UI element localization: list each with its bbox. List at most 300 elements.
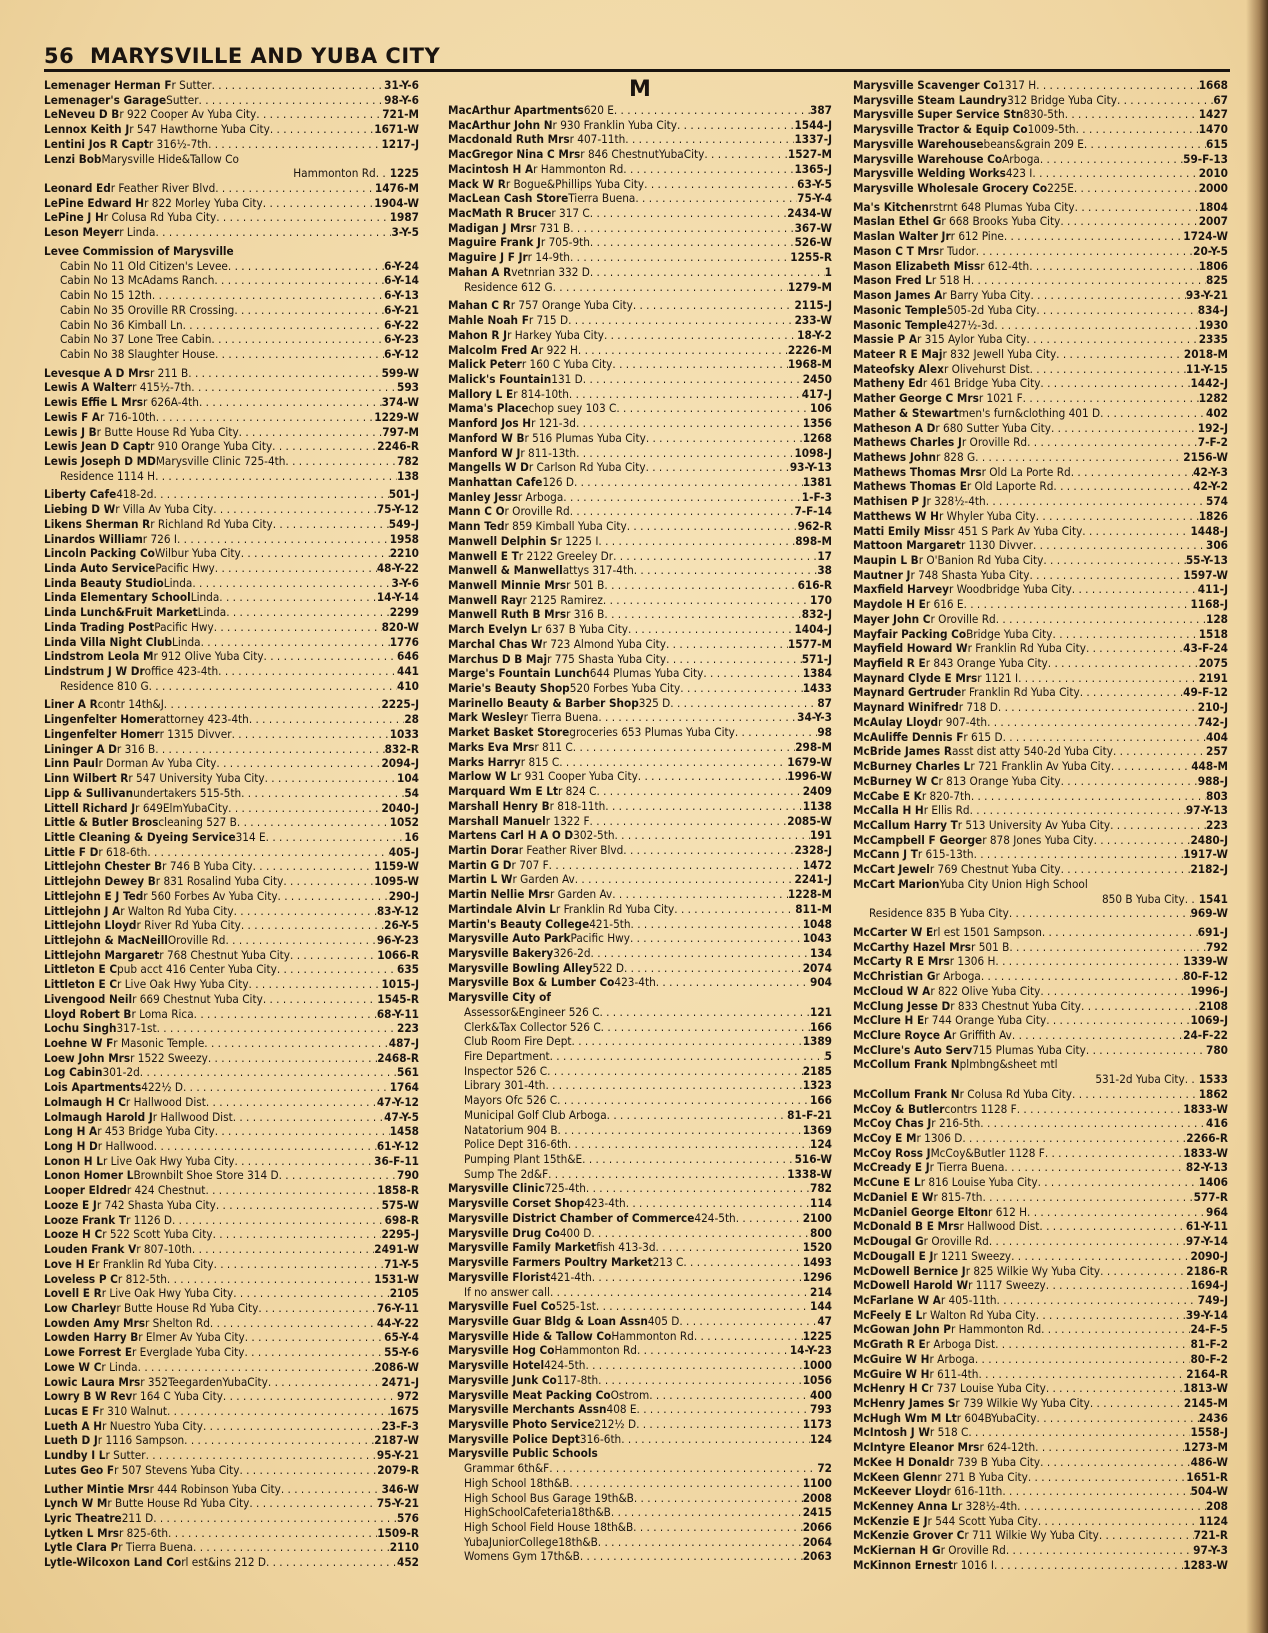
entry-name: Mangells W D [448,460,529,475]
dot-leader [968,1425,1190,1440]
entry-phone-number: 2186-R [1186,1263,1228,1278]
dot-leader [545,1078,802,1093]
entry-phone-number: 2110 [389,1540,419,1555]
entry-address: r 1306 H [949,954,996,969]
entry-address: beans&grain 209 E [983,136,1084,151]
entry-phone-number: 104 [397,771,419,786]
dot-leader [138,1360,375,1375]
entry-name: Liner A R [44,697,98,712]
directory-entry [853,1205,1228,1220]
directory-entry [44,487,419,502]
entry-name: Mayfield R E [853,656,926,671]
entry-address: r 912 Olive Yuba City [153,649,264,664]
dot-leader [1009,906,1191,921]
entry-name: Leson Meyer [44,225,120,240]
directory-entry [44,210,419,225]
directory-entry [44,815,419,830]
entry-phone-number: 1458 [389,1124,419,1139]
entry-phone-number: 1100 [802,1475,832,1490]
entry-address: 1009-5th [1027,122,1076,137]
entry-address: r 1121 I [977,670,1019,685]
entry-phone-number: 2156-W [1183,449,1228,464]
dot-leader [986,494,1206,509]
entry-name: Martin Nellie Mrs [448,887,550,902]
directory-entry [448,563,832,578]
entry-address: r 739 Wilkie Wy Yuba City [955,1395,1090,1410]
entry-name: Pumping Plant 15th&E [464,1152,583,1167]
entry-address: r 680 Sutter Yuba City [935,420,1051,435]
entry-phone-number: 47-Y-5 [384,1109,419,1124]
directory-entry [448,387,832,402]
dot-leader [1038,1514,1199,1529]
entry-name: Looze E J [44,1197,97,1212]
entry-phone-number: 800 [810,1225,832,1240]
entry-address: r 828 G [935,449,976,464]
dot-leader [631,917,803,932]
entry-phone-number: 80-F-12 [1183,969,1228,984]
directory-entry [44,1257,419,1272]
entry-address: r 739 B Yuba City [949,1454,1041,1469]
entry-phone-number: 233-W [794,313,832,328]
entry-address: groceries 653 Plumas Yuba City [569,725,735,740]
entry-address: r 516 Plumas Yuba City [524,430,646,445]
dot-leader [644,177,797,192]
entry-name: Low Charley [44,1300,117,1315]
entry-address: r 461 Bridge Yuba City [922,376,1041,391]
entry-name: Lewis Joseph D MD [44,453,156,468]
entry-name: Marysville District Chamber of Commerce [448,1210,695,1225]
entry-address: vetnrian 332 D [511,264,590,279]
dot-leader [1074,181,1199,196]
entry-name: Linda Trading Post [44,619,155,634]
dot-leader [582,1152,794,1167]
entry-name: Manwell Minnie Mrs [448,578,567,592]
directory-entry [853,406,1228,421]
dot-leader [1037,1411,1199,1426]
directory-entry [44,1540,419,1555]
directory-entry [853,1028,1228,1043]
entry-name: Lois Apartments [44,1080,142,1095]
dot-leader [598,710,797,725]
dot-leader [1011,1249,1190,1264]
directory-entry [853,1455,1228,1470]
entry-phone-number: 128 [1206,611,1228,626]
entry-phone-number: 36-F-11 [374,1153,419,1168]
dot-leader [568,1137,810,1152]
entry-name: Lipp & Sullivan [44,785,134,800]
entry-address: Pacific Hwy [155,561,215,575]
entry-address: rl est&ins 212 D [181,1555,266,1570]
entry-phone-number: 20-Y-5 [1193,243,1228,258]
entry-name: Lonon H L [44,1153,103,1168]
entry-address: r 216-5th [931,1116,981,1131]
entry-phone-number: 97-Y-13 [1185,803,1228,818]
entry-address: 850 B Yuba City [1101,891,1185,906]
entry-phone-number: 820-W [381,619,419,634]
entry-phone-number: 1381 [802,474,832,489]
dot-leader [613,549,817,564]
entry-phone-number: 1527-M [787,147,832,162]
entry-address: r 310 Walnut [99,1403,167,1418]
directory-entry [448,549,832,564]
entry-phone-number: 18-Y-2 [797,327,832,342]
dot-leader [1117,93,1213,108]
dot-leader [1036,509,1199,524]
entry-name: Manwell Ruth B Mrs [448,607,567,622]
entry-name: Maynard Gertrude [853,685,962,700]
dot-leader [266,830,405,845]
entry-address: r Olivehurst Dist [943,361,1030,376]
dot-leader [596,784,802,799]
dot-leader [998,700,1198,715]
dot-leader [1100,406,1206,421]
entry-phone-number: 825 [1206,273,1228,288]
entry-phone-number: 2000 [1198,181,1228,196]
directory-entry [853,107,1228,122]
entry-address: r Old Laporte Rd [966,479,1054,494]
entry-phone-number: 832-R [384,741,419,756]
entry-name: Marysville Super Service Stn [853,107,1024,122]
entry-name: Lueth D J [44,1433,98,1448]
entry-name: Long H D [44,1139,98,1154]
directory-entry [44,786,419,801]
entry-address: r 616 E [925,597,964,612]
directory-entry [448,372,832,387]
entry-address: r 746 B Yuba City [162,859,253,874]
entry-name: Mason Elizabeth Miss [853,258,981,273]
entry-phone-number: 2328-J [794,842,832,857]
entry-address: r 1021 F [978,391,1023,406]
entry-address: office 423-4th [144,664,219,679]
entry-name: Marge's Fountain Lunch [448,666,590,681]
entry-phone-number: 792 [1206,939,1228,954]
entry-address: r 812-5th [117,1271,167,1286]
entry-name: Mayfield Howard W [853,641,968,656]
entry-address: r Walton Rd Yuba City [922,1307,1036,1322]
entry-phone-number: 616-R [797,578,832,592]
dot-leader [153,1511,397,1526]
entry-name: Mama's Place [448,401,529,416]
dot-leader [630,931,803,946]
directory-sub-entry [44,259,419,274]
directory-entry [44,1168,419,1183]
directory-entry [44,1198,419,1213]
entry-address: chop suey 103 C [528,401,617,416]
directory-entry [44,1433,419,1448]
directory-entry [448,740,832,755]
entry-phone-number: 2040-J [381,800,419,815]
entry-phone-number: 7-F-14 [794,504,832,519]
directory-entry [44,225,419,240]
entry-name: Littlejohn Dewey B [44,874,156,889]
entry-name: McBurney W C [853,773,939,788]
entry-phone-number: 61-Y-11 [1185,1219,1228,1234]
entry-name: Residence 810 G [60,678,149,693]
entry-phone-number: 68-Y-11 [376,1006,419,1021]
entry-phone-number: 93-Y-13 [789,460,832,475]
directory-column-3 [853,78,1228,1573]
entry-name: Likens Sherman R [44,516,151,531]
entry-phone-number: 2100 [802,1210,832,1225]
dot-leader [569,387,802,402]
entry-address: r 513 University Av Yuba City [957,817,1111,832]
directory-entry [853,597,1228,612]
directory-entry [853,1043,1228,1058]
entry-name: McCabe E K [853,788,922,803]
entry-phone-number: 2468-R [377,1050,419,1065]
entry-phone-number: 1545-R [377,991,419,1006]
entry-name: Marysville Wholesale Grocery Co [853,181,1048,196]
entry-name: McCollum Frank N [853,1086,960,1101]
entry-address: r 668 Brooks Yuba City [941,214,1061,229]
dot-leader [614,103,810,118]
entry-phone-number: 63-Y-5 [797,176,832,191]
entry-phone-number: 2450 [802,371,832,386]
dot-leader [1018,671,1199,686]
directory-entry [448,1358,832,1373]
directory-sub-entry [44,679,419,694]
entry-phone-number: 166 [810,1093,832,1108]
entry-phone-number: 1229-W [374,409,419,424]
dot-leader [604,578,797,593]
entry-address: r 846 ChestnutYubaCity [580,147,705,162]
directory-entry [853,774,1228,789]
entry-name: Mack W R [448,176,506,191]
dot-leader [1051,421,1198,436]
entry-phone-number: 1470 [1198,122,1228,137]
entry-name: McCann J T [853,847,918,862]
entry-name: Marinello Beauty & Barber Shop [448,695,639,710]
entry-phone-number: 782 [397,453,419,468]
directory-sub-entry [448,1064,832,1079]
entry-address: fish 413-3d [596,1240,656,1255]
directory-entry [853,1146,1228,1161]
entry-phone-number: 448-M [1191,759,1228,774]
entry-address: r 560 Forbes Av Yuba City [143,888,278,903]
entry-phone-number: 2066 [802,1520,832,1534]
dot-leader [694,1329,803,1344]
entry-address: r 1016 I [953,1557,994,1572]
dot-leader [1004,229,1183,244]
dot-leader [616,401,810,416]
entry-name: Lowden Amy Mrs [44,1315,145,1330]
dot-leader [666,652,802,667]
entry-address: 531-2d Yuba City [1095,1072,1185,1087]
entry-phone-number: 31-Y-6 [384,78,419,92]
directory-entry [853,1013,1228,1028]
entry-phone-number: 65-Y-4 [384,1330,419,1345]
directory-entry [853,1102,1228,1117]
entry-address: r 547 University Yuba City [128,771,265,786]
dot-leader [213,1227,382,1242]
dot-leader [590,814,788,829]
entry-phone-number: 2079-R [377,1462,419,1477]
entry-phone-number: 49-F-12 [1183,685,1228,700]
directory-entry [853,273,1228,288]
dot-leader [656,1240,803,1255]
dot-leader [244,1345,384,1360]
dot-leader [553,280,788,295]
entry-address: r 616-11th [946,1484,1003,1499]
entry-phone-number: 1858-R [377,1183,419,1198]
dot-leader [574,475,803,490]
directory-entry [44,561,419,576]
entry-address: r Linda [119,225,156,240]
dot-leader [277,962,397,977]
entry-address: r Nuestro Yuba City [102,1418,203,1433]
entry-address: r 744 Orange Yuba City [924,1013,1047,1028]
directory-entry [44,830,419,845]
directory-entry [44,918,419,933]
directory-sub-entry [44,273,419,288]
entry-phone-number: 2018-M [1183,346,1228,361]
header-rule [44,69,1230,72]
entry-phone-number: 214 [810,1284,832,1299]
dot-leader [1030,362,1186,377]
directory-entry [853,759,1228,774]
dot-leader [285,454,397,469]
entry-address: r Everglade Yuba City [132,1345,245,1360]
entry-address: 424-5th [694,1210,736,1225]
dot-leader [605,799,802,814]
dot-leader [971,789,1206,804]
entry-name: Lytken L Mrs [44,1525,120,1540]
dot-leader [263,196,375,211]
entry-name: Mateer R E Maj [853,346,943,361]
entry-phone-number: 1043 [802,931,832,946]
entry-name: McAuliffe Dennis F [853,729,964,744]
entry-name: Lloyd Robert B [44,1006,132,1021]
entry-phone-number: 6-Y-21 [384,302,419,317]
entry-phone-number: 832-J [801,607,832,622]
entry-name: Marysville Public Schools [448,1446,598,1461]
entry-phone-number: 1124 [1198,1513,1228,1528]
entry-phone-number: 1541 [1198,891,1228,906]
entry-name: Malick Peter [448,357,522,372]
entry-name: Assessor&Engineer 526 C [464,1004,600,1019]
directory-entry [853,288,1228,303]
entry-name: Fire Department [464,1049,550,1063]
entry-address: r 737 Louise Yuba City [929,1381,1046,1396]
directory-entry [448,1240,832,1255]
entry-address: r 316½-7th [148,136,209,151]
directory-sub-entry [448,1005,832,1020]
entry-address: 424-5th [544,1358,586,1373]
dot-leader [1041,1322,1190,1337]
dot-leader [177,532,390,547]
entry-address: r 615-13th [917,847,974,862]
entry-name: Maguire J F Jr [448,250,528,265]
entry-name: Marchus D B Maj [448,651,548,666]
entry-address: Linda [197,605,227,620]
directory-entry [448,961,832,976]
entry-phone-number: 2182-J [1190,862,1228,877]
entry-address: 326-2d [553,945,591,960]
directory-entry [44,439,419,454]
directory-entry [44,410,419,425]
directory-entry [853,1528,1228,1543]
dot-leader [583,372,803,387]
directory-sub-entry [448,1049,832,1064]
dot-leader [592,1270,803,1285]
dot-leader [1017,1499,1206,1514]
entry-address: r Richland Rd Yuba City [150,516,273,531]
entry-address: r Oroville Rd [504,504,570,519]
directory-entry [448,578,832,593]
entry-name: Marysville Steam Laundry [853,92,1008,107]
entry-address: r 768 Chestnut Yuba City [159,947,291,962]
directory-entry [448,666,832,681]
directory-entry [44,1345,419,1360]
entry-phone-number: 24-F-22 [1183,1028,1228,1042]
entry-phone-number: 367-W [794,220,832,235]
entry-name: Marysville Meat Packing Co [448,1387,611,1402]
directory-entry [448,1388,832,1403]
entry-phone-number: 1168-J [1190,597,1228,612]
directory-entry [44,977,419,992]
entry-name: McCready E J [853,1160,930,1175]
entry-phone-number: 34-Y-3 [797,710,832,725]
entry-phone-number: 2185 [802,1063,832,1078]
entry-address: r 731 B [531,220,571,235]
dot-leader [241,918,384,933]
entry-name: Marysville Family Market [448,1240,597,1255]
directory-entry [853,1249,1228,1264]
directory-entry [853,200,1228,215]
entry-phone-number: 1724-W [1183,229,1228,244]
entry-name: Marysville Warehouse [853,136,984,151]
dot-leader [576,416,803,431]
entry-name: Lewis A Walter [44,380,133,395]
directory-entry [853,925,1228,940]
entry-address: 131 D [551,371,583,386]
entry-phone-number: 1138 [802,798,832,813]
dot-leader [1027,435,1198,450]
directory-entry [853,1470,1228,1485]
directory-entry [448,1299,832,1314]
entry-name: Mayfair Packing Co [853,626,967,641]
entry-name: Levesque A D Mrs [44,365,150,380]
entry-phone-number: 2007 [1198,214,1228,229]
directory-entry [853,1396,1228,1411]
entry-address: Tierra Buena [568,191,636,206]
dot-leader [140,1065,397,1080]
directory-entry [448,475,832,490]
directory-entry [44,395,419,410]
entry-name: Maguire Frank J [448,235,541,250]
dot-leader [628,622,794,637]
entry-phone-number: 417-J [801,386,832,401]
entry-phone-number: 114 [810,1196,832,1211]
dot-leader [265,771,397,786]
entry-phone-number: 75-Y-21 [376,1496,419,1511]
section-letter: M [629,77,651,102]
directory-entry [448,490,832,505]
dot-leader [155,742,384,757]
entry-name: Marysville Hide & Tallow Co [448,1328,612,1343]
entry-name: Cabin No 11 Old Citizen's Levee [60,258,228,273]
entry-name: Lincoln Packing Co [44,546,155,561]
entry-address: r Villa Av Yuba City [115,502,214,517]
entry-address: r 415½-7th [132,380,192,395]
directory-entry [448,946,832,961]
directory-entry [853,391,1228,406]
entry-address: Hammonton Rd [554,1343,637,1358]
dot-leader [199,93,385,108]
entry-phone-number: 257 [1206,744,1228,759]
entry-phone-number: 1493 [802,1255,832,1270]
directory-sub-entry [448,1461,832,1476]
